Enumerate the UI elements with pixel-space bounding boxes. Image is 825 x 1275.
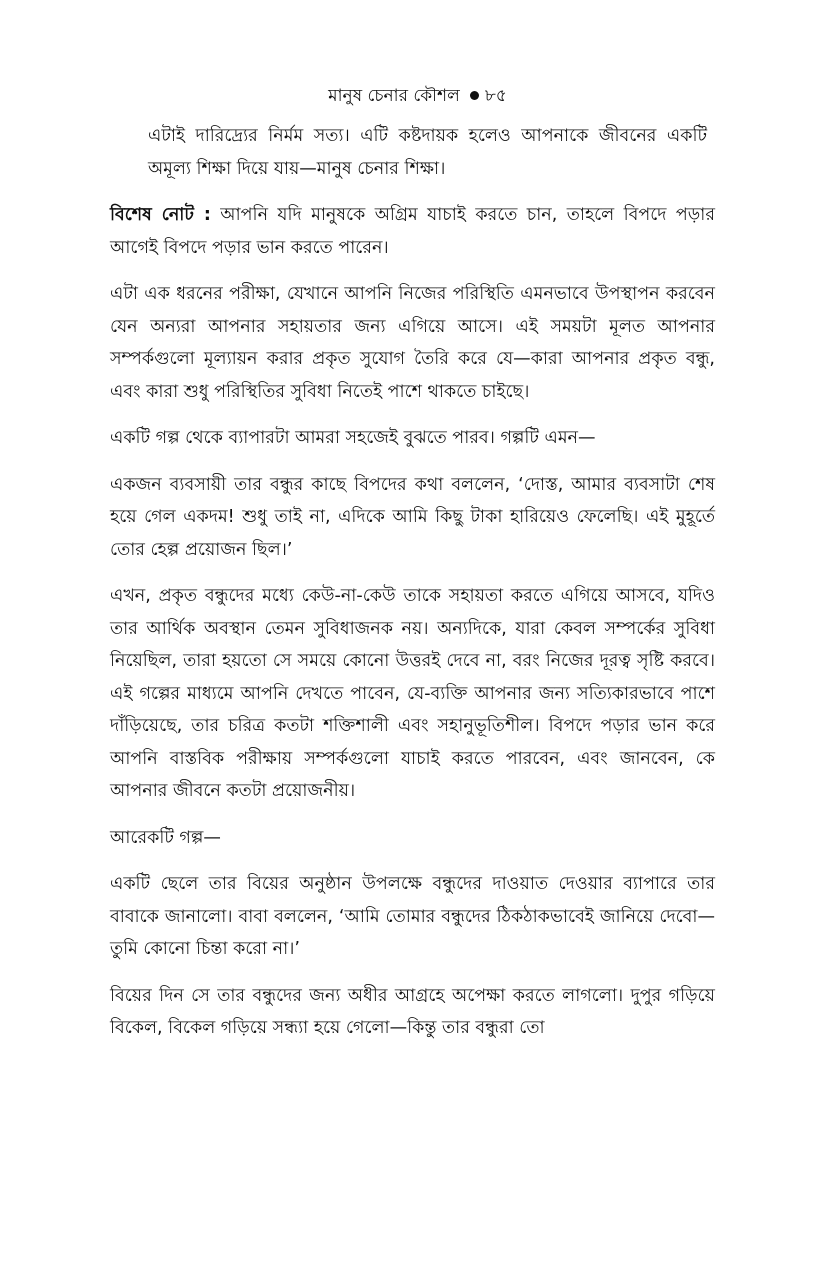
- paragraph-another-story: আরেকটি গল্প—: [110, 827, 221, 848]
- paragraph-businessman-story: একজন ব্যবসায়ী তার বন্ধুর কাছে বিপদের কথা বললেন, ‘দোস্ত, আমার ব্যবসাটা শেষ হয়ে গেল একদম! শুধু তাই না, এদিকে আমি কিছু টাকা হারিয়েও ফেলেছি। এই মুহূর্তে তোর হেল্প প্রয়োজন ছিল।’: [110, 474, 715, 560]
- page-number: ৮৫: [484, 86, 507, 106]
- opening-paragraph: এটাই দারিদ্র্যের নির্মম সত্য। এটি কষ্টদায়ক হলেও আপনাকে জীবনের একটি অমূল্য শিক্ষা দিয়ে যায়—মানুষ চেনার শিক্ষা।: [148, 126, 707, 179]
- paragraph-wedding-story: একটি ছেলে তার বিয়ের অনুষ্ঠান উপলক্ষে বন্ধুদের দাওয়াত দেওয়ার ব্যাপারে তার বাবাকে জানালো। বাবা বললেন, ‘আমি তোমার বন্ধুদের ঠিকঠাকভাবেই জানিয়ে দেবো—তুমি কোনো চিন্তা করো না।’: [110, 874, 715, 959]
- paragraph-wedding-day: বিয়ের দিন সে তার বন্ধুদের জন্য অধীর আগ্রহে অপেক্ষা করতে লাগলো। দুপুর গড়িয়ে বিকেল, বিকেল গড়িয়ে সন্ধ্যা হয়ে গেলো—কিন্তু তার বন্ধুরা তো: [110, 985, 715, 1038]
- special-note-label: বিশেষ নোট :: [110, 205, 211, 225]
- bullet-dot-icon: [470, 91, 479, 100]
- book-page: [110, 84, 715, 1045]
- paragraph-true-friends: এখন, প্রকৃত বন্ধুদের মধ্যে কেউ-না-কেউ তাকে সহায়তা করতে এগিয়ে আসবে, যদিও তার আর্থিক অবস্থান তেমন সুবিধাজনক নয়। অন্যদিকে, যারা কেবল সম্পর্কের সুবিধা নিয়েছিল, তারা হয়তো সে সময়ে কোনো উত্তরই দেবে না, বরং নিজের দূরত্ব সৃষ্টি করবে। এই গল্পের মাধ্যমে আপনি দেখতে পাবেন, যে-ব্যক্তি আপনার জন্য সত্যিকারভাবে পাশে দাঁড়িয়েছে, তার চরিত্র কতটা শক্তিশালী এবং সহানুভূতিশীল। বিপদে পড়ার ভান করে আপনি বাস্তবিক পরীক্ষায় সম্পর্কগুলো যাচাই করতে পারবেন, এবং জানবেন, কে আপনার জীবনে কতটা প্রয়োজনীয়।: [110, 586, 715, 801]
- paragraph-test-explanation: এটা এক ধরনের পরীক্ষা, যেখানে আপনি নিজের পরিস্থিতি এমনভাবে উপস্থাপন করবেন যেন অন্যরা আপনার সহায়তার জন্য এগিয়ে আসে। এই সময়টা মূলত আপনার সম্পর্কগুলো মূল্যায়ন করার প্রকৃত সুযোগ তৈরি করে যে—কারা আপনার প্রকৃত বন্ধু, এবং কারা শুধু পরিস্থিতির সুবিধা নিতেই পাশে থাকতে চাইছে।: [110, 284, 715, 402]
- special-note-text: আপনি যদি মানুষকে অগ্রিম যাচাই করতে চান, তাহলে বিপদে পড়ার আগেই বিপদে পড়ার ভান করতে পারেন।: [110, 205, 715, 258]
- running-header: [110, 84, 715, 108]
- special-note-paragraph: [110, 199, 715, 264]
- book-title: মানুষ চেনার কৌশল: [328, 86, 460, 106]
- paragraph-story-intro: একটি গল্প থেকে ব্যাপারটা আমরা সহজেই বুঝতে পারব। গল্পটি এমন—: [110, 428, 596, 448]
